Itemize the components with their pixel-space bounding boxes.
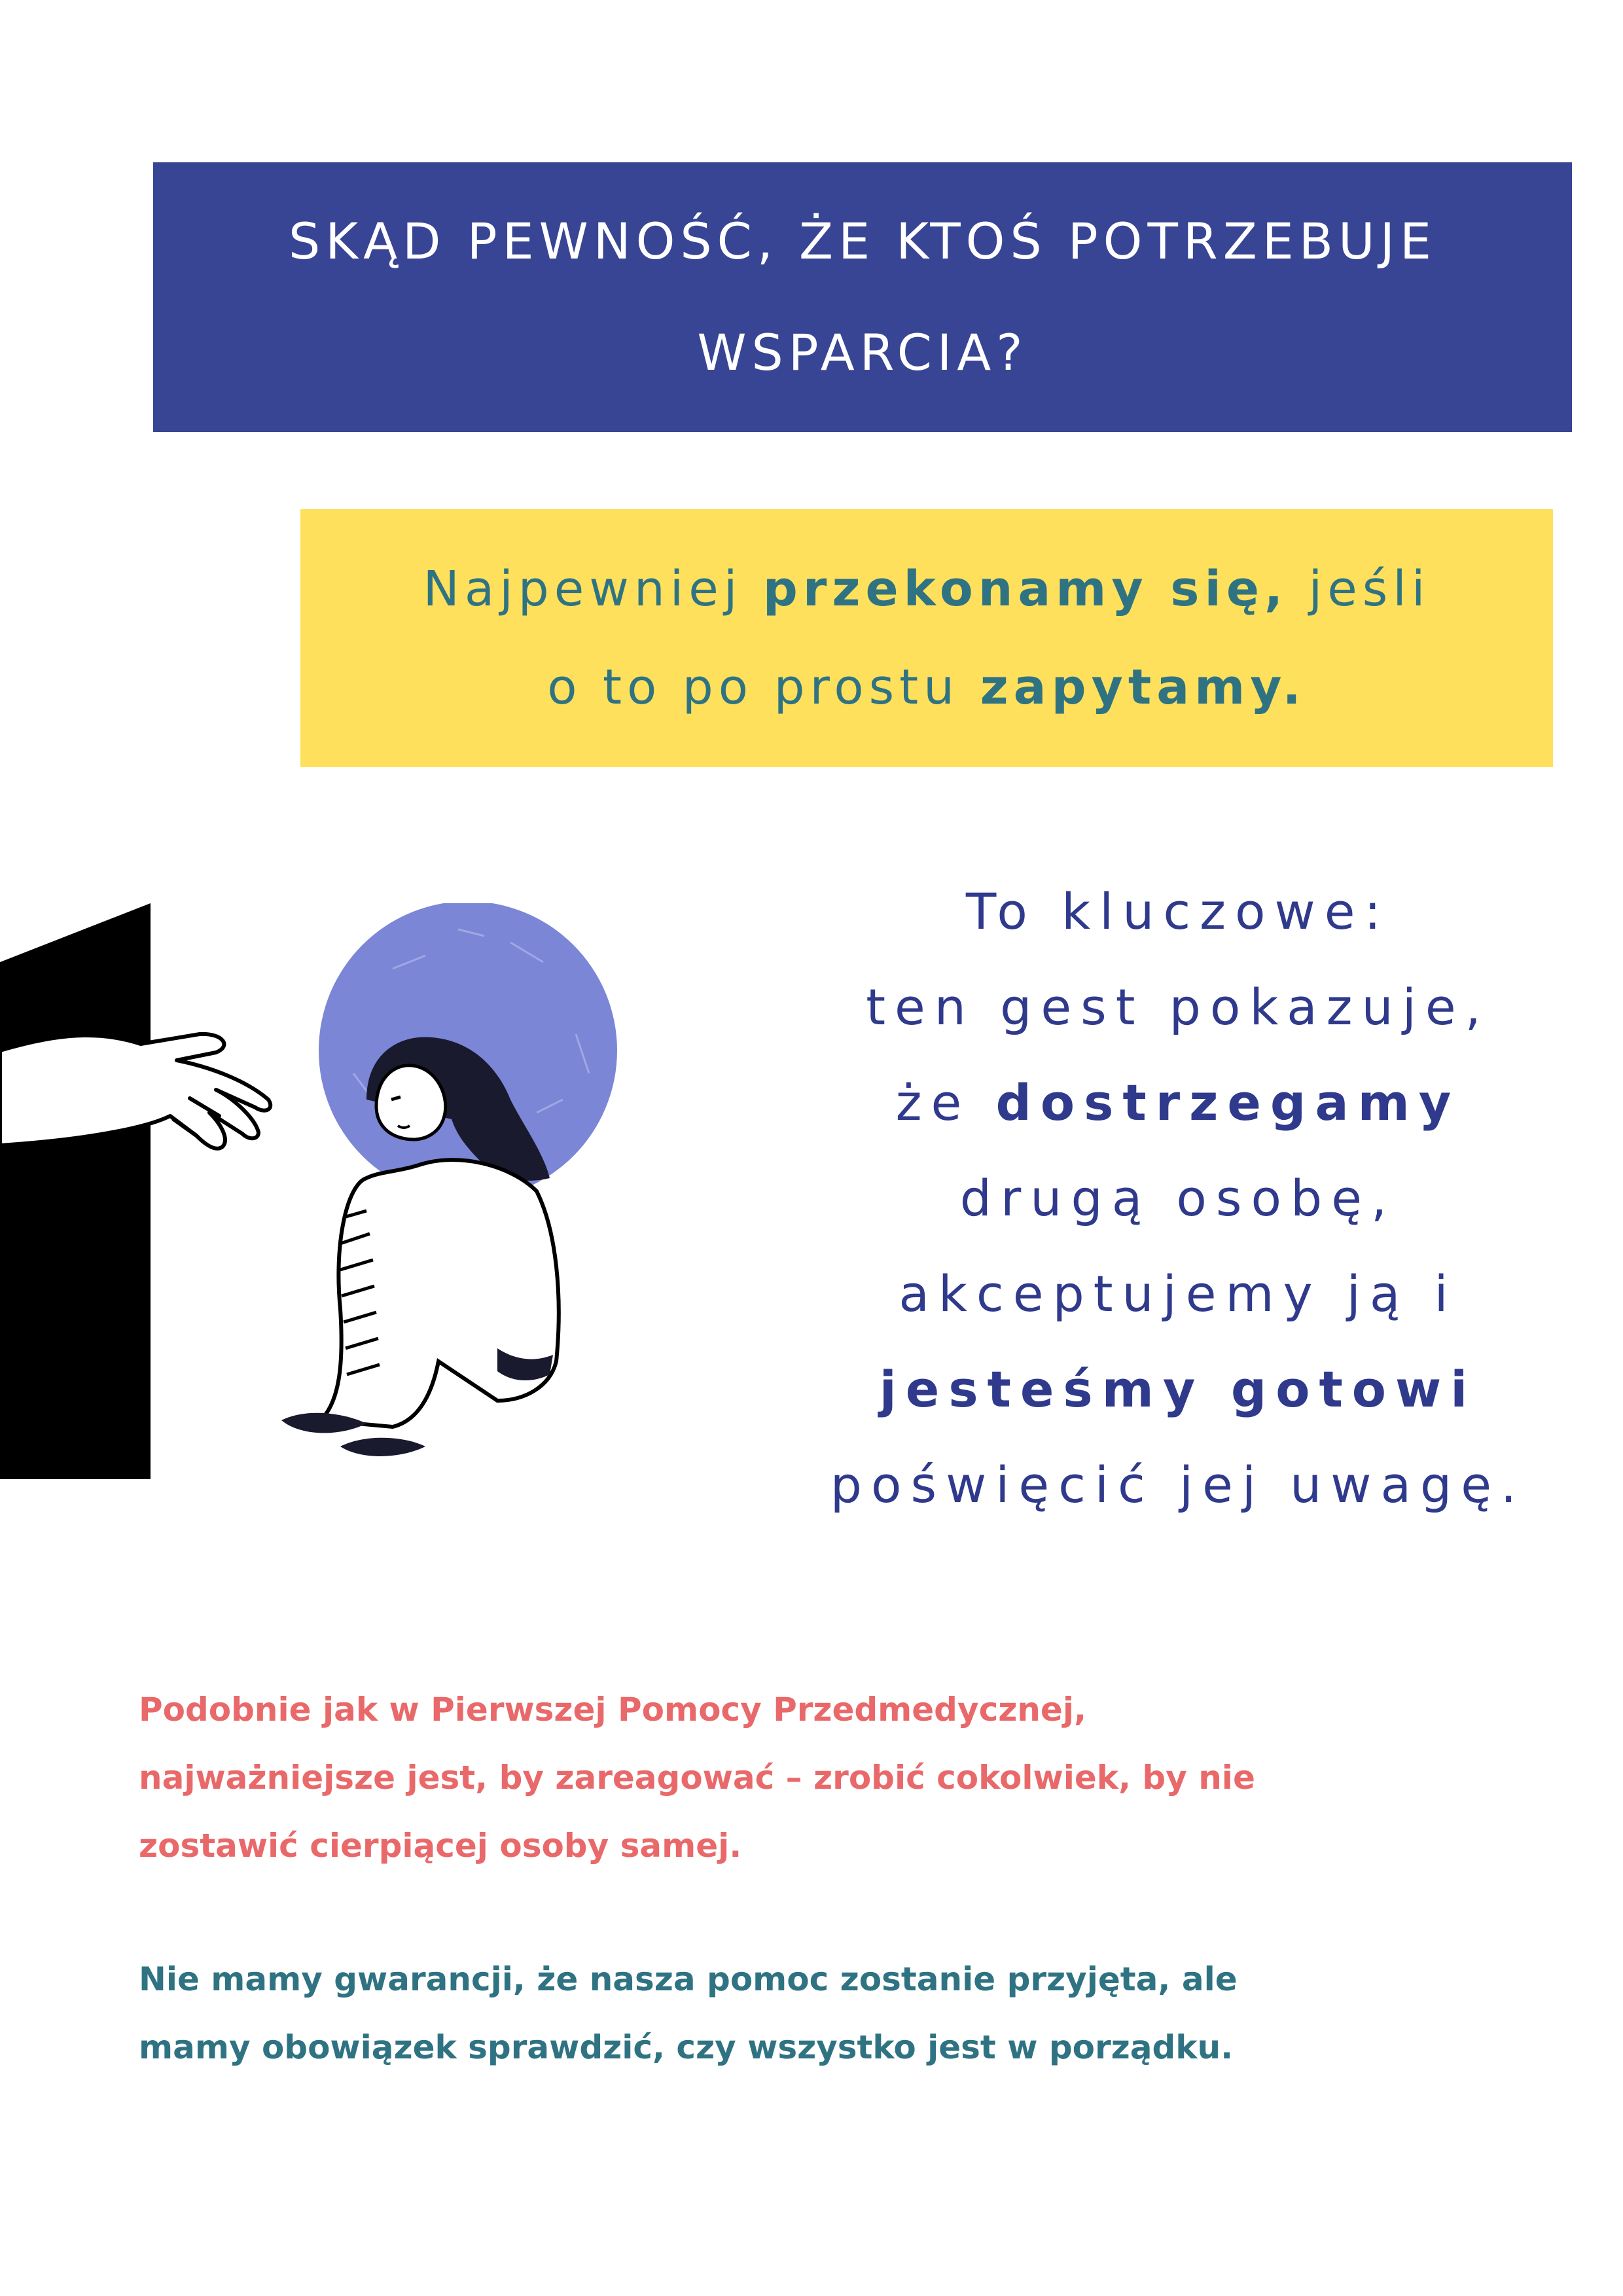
first-aid-paragraph [139, 1676, 1513, 1880]
highlight-bold-text: zapytamy. [980, 659, 1306, 715]
highlight-line-1 [423, 540, 1431, 638]
guarantee-paragraph [139, 1945, 1513, 2081]
title-banner [153, 162, 1572, 432]
key-bold-text: jesteśmy gotowi [879, 1360, 1477, 1418]
highlight-text: jeśli [1288, 561, 1431, 617]
key-text: że [895, 1073, 996, 1132]
key-line-6 [746, 1342, 1610, 1437]
paragraph-line: Podobnie jak w Pierwszej Pomocy Przedmedycznej, [139, 1691, 1086, 1729]
key-message [746, 864, 1610, 1533]
key-line-4: drugą osobę, [959, 1169, 1397, 1227]
highlight-bold-text: przekonamy się, [762, 561, 1289, 617]
paragraph-line: Nie mamy gwarancji, że nasza pomoc zostanie przyjęta, ale [139, 1960, 1238, 1998]
highlight-box [300, 509, 1553, 767]
key-line-5: akceptujemy ją i [899, 1265, 1457, 1323]
key-bold-text: dostrzegamy [995, 1073, 1461, 1132]
paragraph-line: mamy obowiązek sprawdzić, czy wszystko jest w porządku. [139, 2028, 1234, 2066]
key-line-2: ten gest pokazuje, [866, 978, 1490, 1036]
highlight-text: o to po prostu [547, 659, 980, 715]
key-line-7: poświęcić jej uwagę. [830, 1456, 1526, 1514]
title-line-1: SKĄD PEWNOŚĆ, ŻE KTOŚ POTRZEBUJE [288, 212, 1437, 270]
title-line-2: WSPARCIA? [697, 323, 1028, 382]
door-shape [0, 903, 151, 1479]
highlight-line-2 [547, 638, 1306, 736]
key-line-3 [746, 1055, 1610, 1151]
paragraph-line: najważniejsze jest, by zareagować – zrobić cokolwiek, by nie [139, 1759, 1255, 1797]
key-line-1: To kluczowe: [965, 882, 1391, 941]
highlight-text: Najpewniej [423, 561, 763, 617]
paragraph-line: zostawić cierpiącej osoby samej. [139, 1827, 742, 1865]
illustration [0, 903, 654, 1492]
